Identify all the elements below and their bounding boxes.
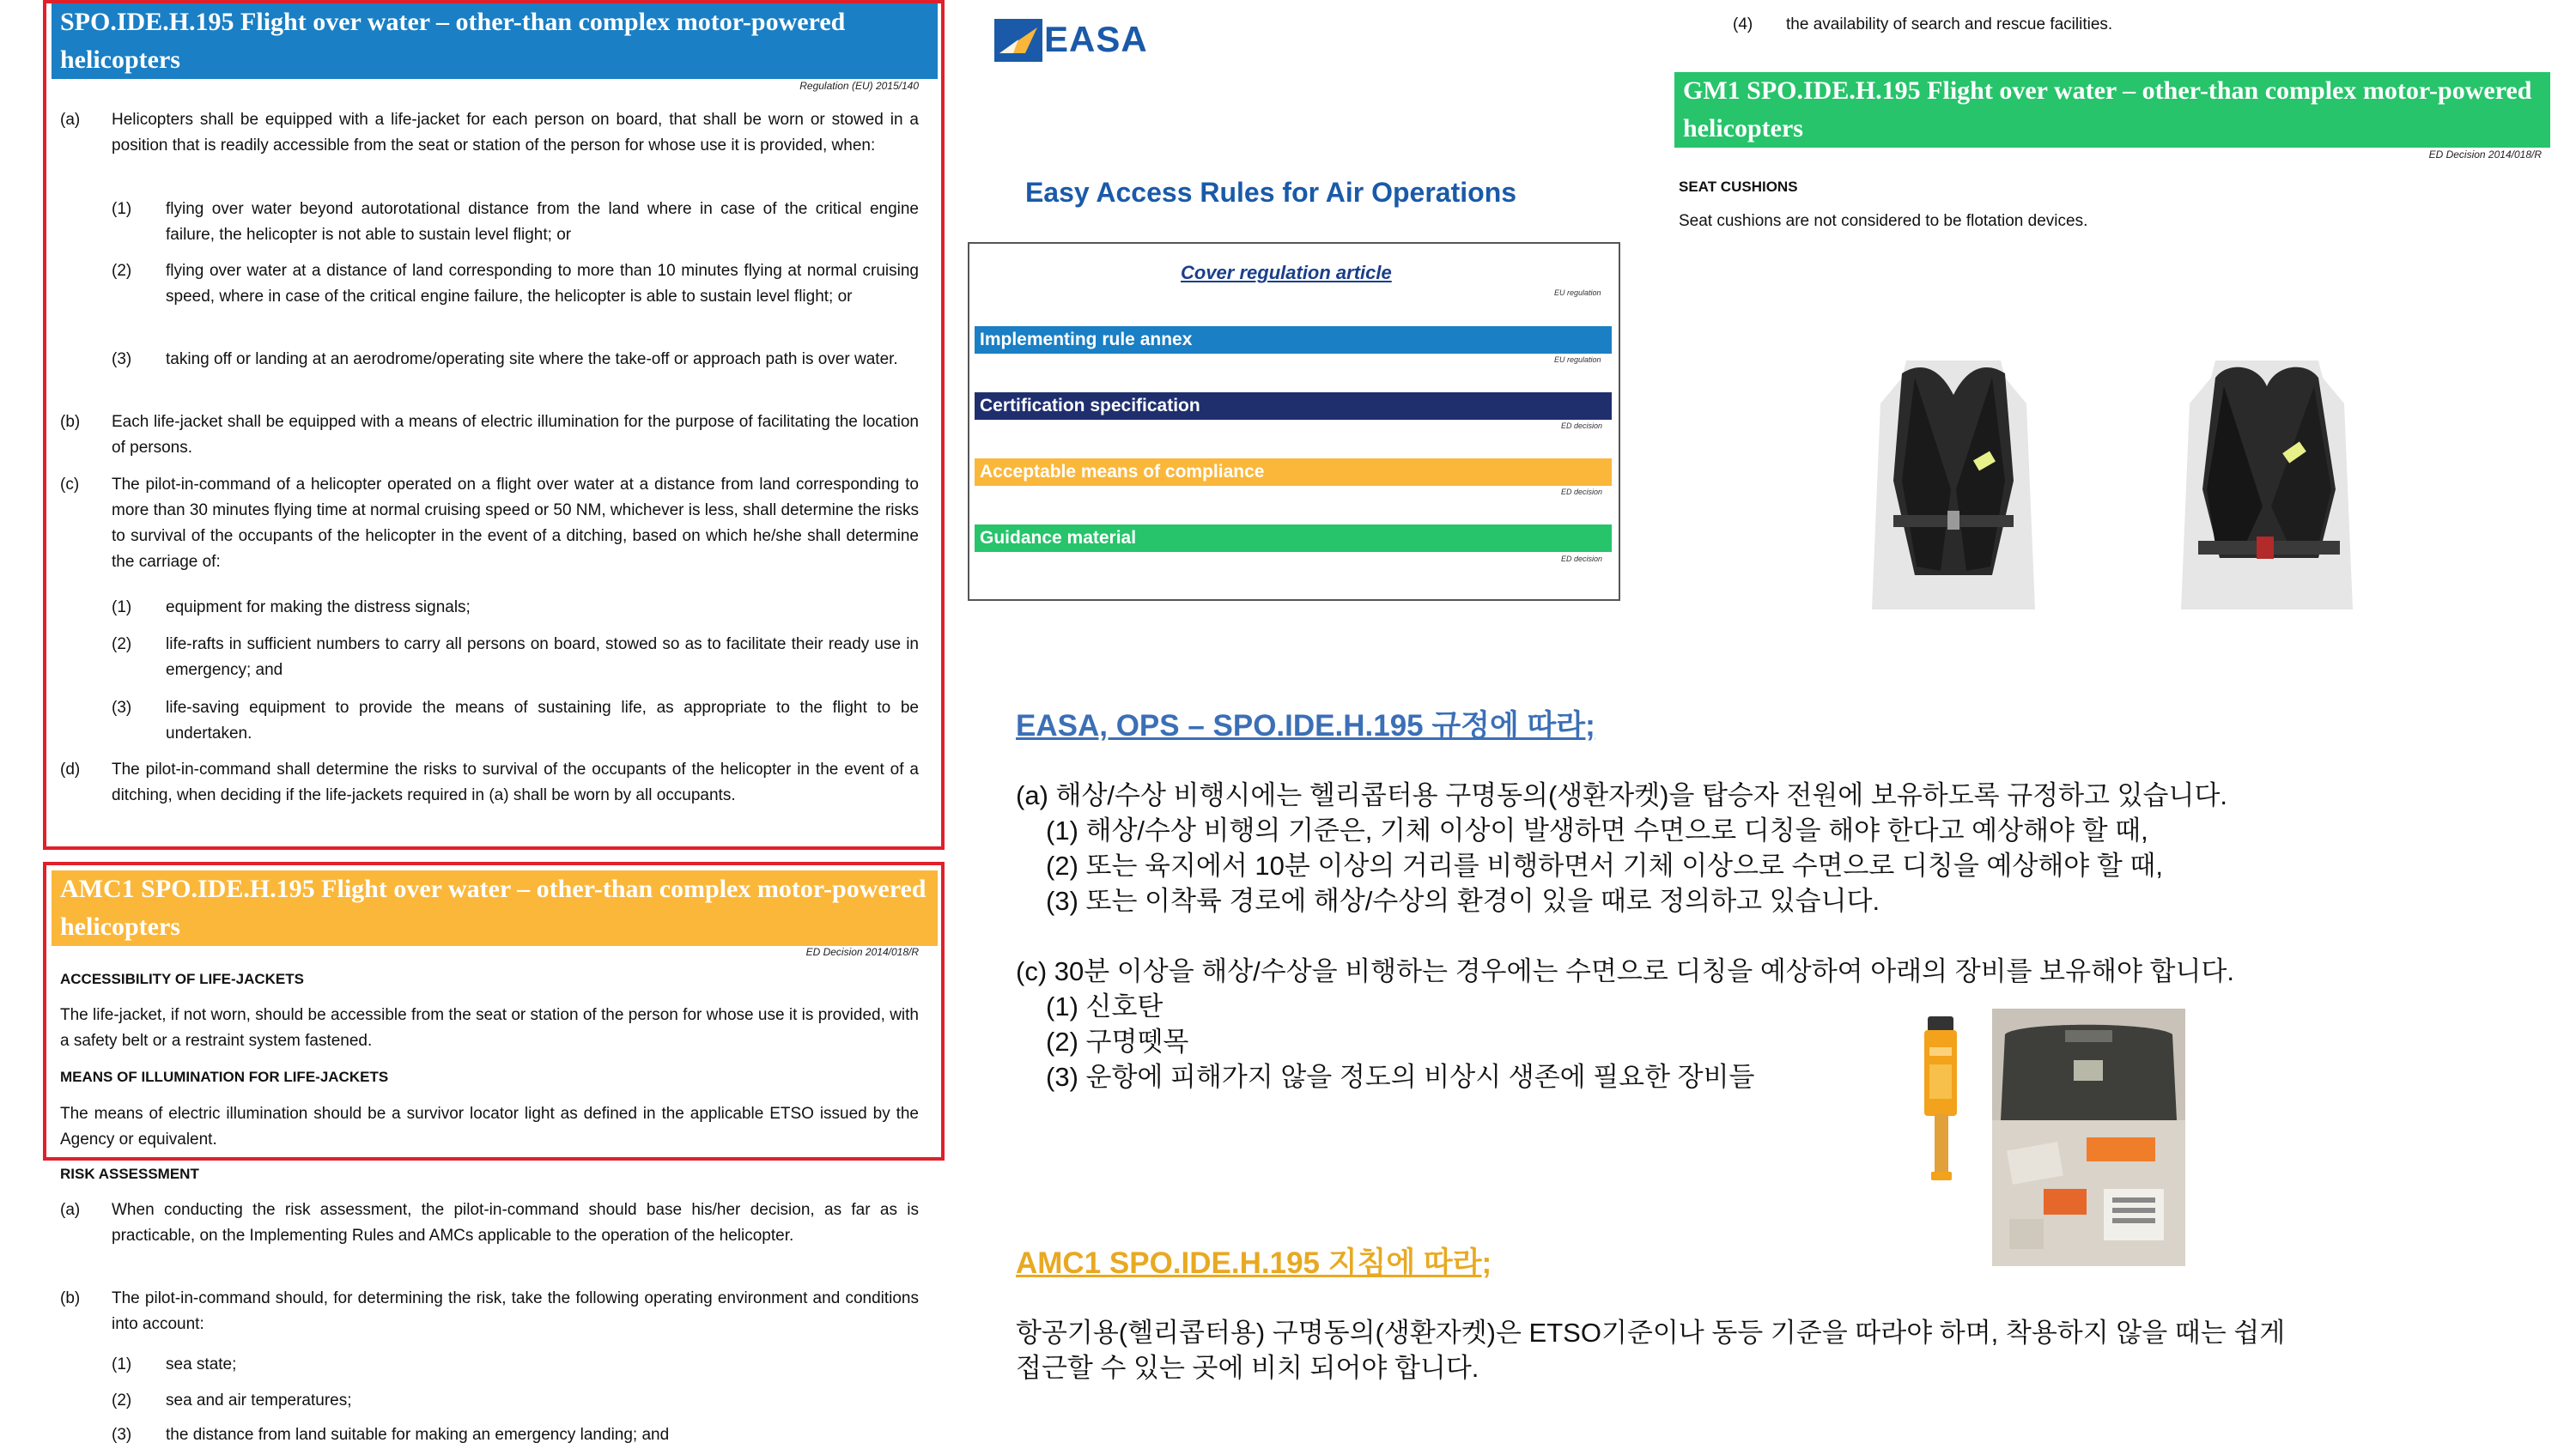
spo-b-text: Each life-jacket shall be equipped with a means of electric illumination for the purpose of facilitating the location of persons. [112, 413, 919, 457]
legend-bar-guidance: Guidance material [975, 524, 1612, 552]
legend-cover-regulation: Cover regulation article [1181, 262, 1392, 283]
korean-c3-line: (3) 운항에 피해가지 않을 정도의 비상시 생존에 필요한 장비들 [1046, 1062, 1755, 1092]
risk-b3-text: the distance from land suitable for making an emergency landing; and [166, 1426, 670, 1444]
korean-c2-line: (2) 구명뗏목 [1046, 1027, 1189, 1057]
korean-heading-ops: EASA, OPS – SPO.IDE.H.195 규정에 따라; [1016, 709, 1595, 743]
spo-c2-label: (2) [112, 635, 132, 653]
spo-a-label: (a) [60, 111, 81, 129]
risk-heading: RISK ASSESSMENT [60, 1166, 199, 1182]
amc-reg-ref: ED Decision 2014/018/R [805, 946, 919, 958]
life-jacket-side-image [2164, 361, 2370, 609]
spo-reg-ref: Regulation (EU) 2015/140 [799, 80, 919, 92]
life-jacket-front-image [1855, 361, 2052, 609]
spo-d-label: (d) [60, 761, 81, 779]
risk-b1-text: sea state; [166, 1355, 237, 1373]
item4-text: the availability of search and rescue facilities. [1786, 15, 2113, 33]
korean-heading-amc: AMC1 SPO.IDE.H.195 지침에 따라; [1016, 1246, 1492, 1280]
gm-title: GM1 SPO.IDE.H.195 Flight over water – other-than complex motor-powered helicopters [1674, 72, 2550, 148]
risk-b2-text: sea and air temperatures; [166, 1391, 352, 1410]
gm-text: Seat cushions are not considered to be flotation devices. [1679, 212, 2088, 230]
spo-a2-text: flying over water at a distance of land corresponding to more than 10 minutes flying at normal cruising speed, where in case of the critical engine failure, the helicopter is able to sustain level flight; or [166, 262, 919, 306]
amc-s2-heading: MEANS OF ILLUMINATION FOR LIFE-JACKETS [60, 1069, 389, 1085]
amc-s1-heading: ACCESSIBILITY OF LIFE-JACKETS [60, 971, 304, 987]
spo-c-label: (c) [60, 476, 80, 494]
risk-b3-label: (3) [112, 1426, 132, 1444]
legend-eu-reg-note: EU regulation [1554, 288, 1601, 297]
korean-c-line: (c) 30분 이상을 해상/수상을 비행하는 경우에는 수면으로 디칭을 예상하여 아래의 장비를 보유해야 합니다. [1016, 956, 2234, 986]
spo-c3-text: life-saving equipment to provide the means of sustaining life, as appropriate to the flight to be undertaken. [166, 699, 919, 743]
risk-b-text: The pilot-in-command should, for determining the risk, take the following operating environment and conditions into account: [112, 1289, 919, 1333]
legend-bar-certification-note: ED decision [1561, 421, 1603, 430]
spo-a1-label: (1) [112, 200, 132, 218]
risk-a-label: (a) [60, 1201, 81, 1219]
flare-image [1911, 1013, 1971, 1185]
spo-a-text: Helicopters shall be equipped with a life-jacket for each person on board, that shall be worn or stowed in a position that is readily accessible from the seat or station of the person for whose use it is provided, when: [112, 111, 919, 155]
spo-a2-label: (2) [112, 262, 132, 280]
spo-c1-label: (1) [112, 598, 132, 616]
legend-bar-amc-note: ED decision [1561, 488, 1603, 496]
risk-a-text: When conducting the risk assessment, the pilot-in-command should base his/her decision, as far as is practicable, on the Implementing Rules and AMCs applicable to the operation of the helicopter. [112, 1201, 919, 1245]
korean-amc-line2: 접근할 수 있는 곳에 비치 되어야 합니다. [1016, 1353, 1479, 1383]
spo-title: SPO.IDE.H.195 Flight over water – other-than complex motor-powered helicopters [52, 3, 938, 79]
spo-a1-text: flying over water beyond autorotational distance from the land where in case of the critical engine failure, the helicopter is not able to sustain level flight; or [166, 200, 919, 244]
spo-d-text: The pilot-in-command shall determine the risks to survival of the occupants of the helicopter in the event of a ditching, when deciding if the life-jackets required in (a) shall be worn by all occupants. [112, 761, 919, 804]
risk-b-label: (b) [60, 1289, 81, 1307]
korean-a3-line: (3) 또는 이착륙 경로에 해상/수상의 환경이 있을 때로 정의하고 있습니다. [1046, 886, 1880, 916]
spo-c2-text: life-rafts in sufficient numbers to carry all persons on board, stowed so as to facilitate their ready use in emergency; and [166, 635, 919, 679]
easa-logo-text: EASA [1044, 19, 1148, 59]
amc-s2-text: The means of electric illumination should be a survivor locator light as defined in the applicable ETSO issued by the Agency or equivalent. [60, 1105, 919, 1149]
legend-bar-implementing: Implementing rule annex [975, 326, 1612, 354]
korean-c1-line: (1) 신호탄 [1046, 991, 1163, 1022]
spo-c3-label: (3) [112, 699, 132, 717]
korean-a1-line: (1) 해상/수상 비행의 기준은, 기체 이상이 발생하면 수면으로 디칭을 해야 한다고 예상해야 할 때, [1046, 815, 2148, 846]
amc-s1-text: The life-jacket, if not worn, should be accessible from the seat or station of the person for whose use it is provided, with a safety belt or a restraint system fastened. [60, 1006, 919, 1050]
korean-a2-line: (2) 또는 육지에서 10분 이상의 거리를 비행하면서 기체 이상으로 수면으로 디칭을 예상해야 할 때, [1046, 851, 2163, 881]
risk-b2-label: (2) [112, 1391, 132, 1410]
spo-a3-label: (3) [112, 350, 132, 368]
risk-b1-label: (1) [112, 1355, 132, 1373]
gm-heading: SEAT CUSHIONS [1679, 179, 1798, 195]
spo-b-label: (b) [60, 413, 81, 431]
korean-amc-line1: 항공기용(헬리콥터용) 구명동의(생환자켓)은 ETSO기준이나 동등 기준을 따라야 하며, 착용하지 않을 때는 쉽게 [1016, 1318, 2286, 1348]
gm-reg-ref: ED Decision 2014/018/R [2428, 149, 2542, 161]
legend-bar-guidance-note: ED decision [1561, 555, 1603, 563]
easa-title: Easy Access Rules for Air Operations [1024, 177, 1517, 208]
spo-c1-text: equipment for making the distress signals; [166, 598, 471, 616]
korean-a-line: (a) 해상/수상 비행시에는 헬리콥터용 구명동의(생환자켓)을 탑승자 전원에 보유하도록 규정하고 있습니다. [1016, 780, 2228, 810]
spo-a3-text: taking off or landing at an aerodrome/operating site where the take-off or approach path is over water. [166, 350, 898, 368]
spo-c-text: The pilot-in-command of a helicopter operated on a flight over water at a distance from land corresponding to more than 30 minutes flying time at normal cruising speed or 50 NM, whichever is less, shall determine the risks to survival of the occupants of the helicopter in the event of a ditching, based on which he/she shall determine the carriage of: [112, 476, 919, 571]
item4-label: (4) [1733, 15, 1753, 33]
easa-logo-icon [994, 19, 1042, 62]
legend-bar-certification: Certification specification [975, 392, 1612, 420]
amc-title: AMC1 SPO.IDE.H.195 Flight over water – other-than complex motor-powered helicopters [52, 870, 938, 946]
legend-bar-amc: Acceptable means of compliance [975, 458, 1612, 486]
survival-kit-image [1992, 1009, 2185, 1266]
legend-bar-implementing-note: EU regulation [1554, 355, 1601, 364]
